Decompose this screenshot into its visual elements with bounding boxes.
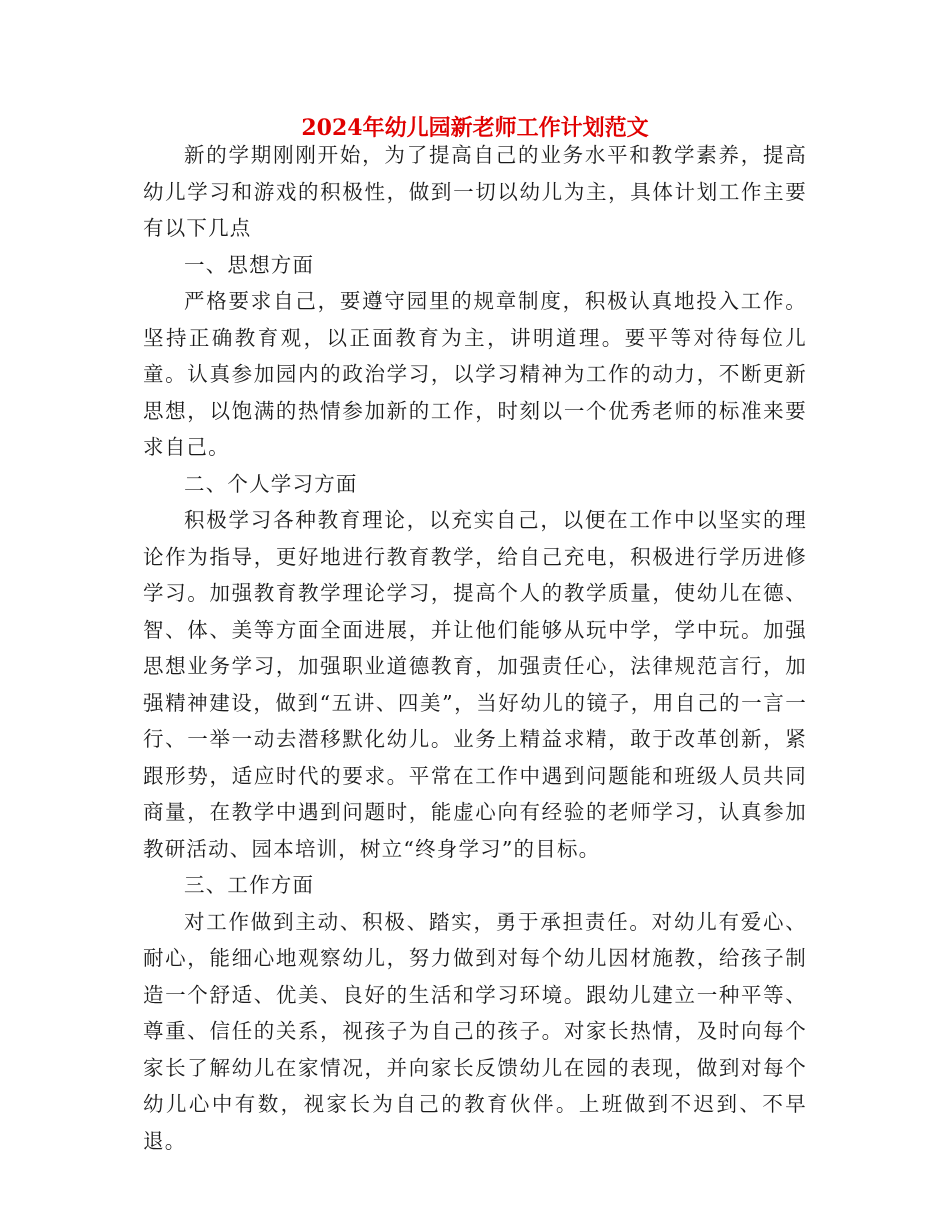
document-title: 2024年幼儿园新老师工作计划范文 xyxy=(301,115,649,141)
document-body xyxy=(143,137,807,1159)
intro-paragraph: 新的学期刚刚开始，为了提高自己的业务水平和教学素养，提高幼儿学习和游戏的积极性，做到一切以幼儿为主，具体计划工作主要有以下几点 xyxy=(143,143,807,240)
section-heading-work: 三、工作方面 xyxy=(184,873,315,897)
section-text-thought: 严格要求自己，要遵守园里的规章制度，积极认真地投入工作。坚持正确教育观，以正面教育为主，讲明道理。要平等对待每位儿童。认真参加园内的政治学习，以学习精神为工作的动力，不断更新思想，以饱满的热情参加新的工作，时刻以一个优秀老师的标准来要求自己。 xyxy=(143,289,807,459)
section-heading-thought: 一、思想方面 xyxy=(184,252,315,277)
section-text-study: 积极学习各种教育理论，以充实自己，以便在工作中以坚实的理论作为指导，更好地进行教育教学，给自己充电，积极进行学历进修学习。加强教育教学理论学习，提高个人的教学质量，使幼儿在德、智、体、美等方面全面进展，并让他们能够从玩中学，学中玩。加强思想业务学习，加强职业道德教育，加强责任心，法律规范言行，加强精神建设，做到“五讲、四美”，当好幼儿的镜子，用自己的一言一行、一举一动去潜移默化幼儿。业务上精益求精，敢于改革创新，紧跟形势，适应时代的要求。平常在工作中遇到问题能和班级人员共同商量，在教学中遇到问题时，能虚心向有经验的老师学习，认真参加教研活动、园本培训，树立“终身学习”的目标。 xyxy=(143,508,807,861)
section-heading-study: 二、个人学习方面 xyxy=(184,471,358,496)
section-text-work: 对工作做到主动、积极、踏实，勇于承担责任。对幼儿有爱心、耐心，能细心地观察幼儿，努力做到对每个幼儿因材施教，给孩子制造一个舒适、优美、良好的生活和学习环境。跟幼儿建立一种平等、尊重、信任的关系，视孩子为自己的孩子。对家长热情，及时向每个家长了解幼儿在家情况，并向家长反馈幼儿在园的表现，做到对每个幼儿心中有数，视家长为自己的教育伙伴。上班做到不迟到、不早退。 xyxy=(143,909,807,1153)
